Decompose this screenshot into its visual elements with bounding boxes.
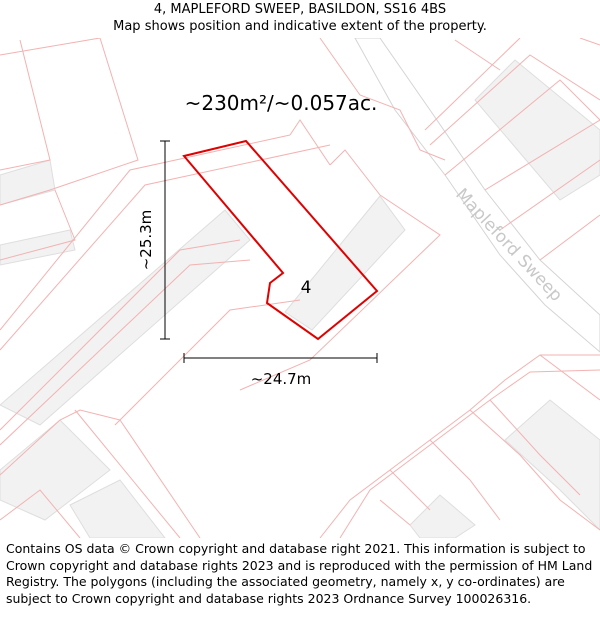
building: [0, 230, 75, 265]
copyright-notice: Contains OS data © Crown copyright and database right 2021. This information is subject to Crown copyright and database rights 2023 and is reproduced with the permission of HM Land Registry. The polygons (including the associated geometry, namely x, y co-ordinates) are subject to Crown copyright and database rights 2023 Ordnance Survey 100026316.: [6, 541, 593, 606]
map-canvas[interactable]: [0, 38, 600, 538]
building: [0, 160, 55, 205]
building: [505, 400, 600, 530]
building: [475, 60, 600, 200]
building: [410, 495, 475, 538]
map-subtitle: Map shows position and indicative extent of the property.: [113, 19, 487, 34]
road-label: Mapleford Sweep: [451, 184, 567, 306]
building-outlines: [0, 60, 600, 538]
area-label: ~230m²/~0.057ac.: [184, 91, 378, 115]
building: [285, 196, 405, 330]
property-address: 4, MAPLEFORD SWEEP, BASILDON, SS16 4BS: [153, 2, 447, 17]
width-label: ~24.7m: [250, 370, 312, 388]
plot-number: 4: [300, 278, 312, 298]
map-header: [0, 0, 600, 38]
width-dimension: [184, 353, 377, 363]
height-label: ~25.3m: [137, 209, 155, 271]
